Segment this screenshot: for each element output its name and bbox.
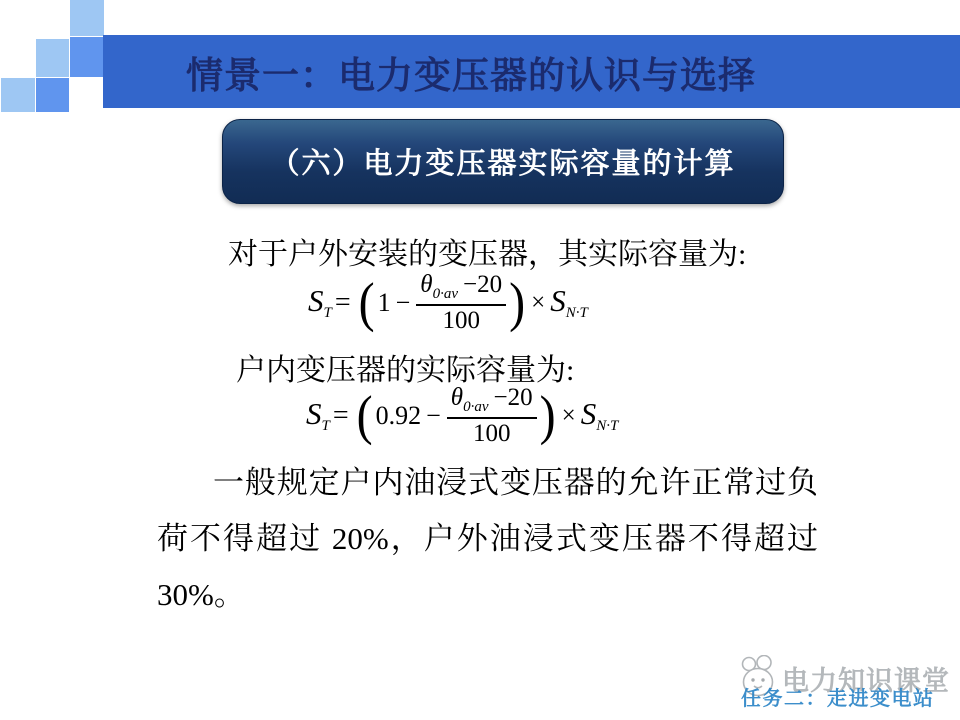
minus-sign: − bbox=[395, 288, 411, 317]
coefficient: 0.92 bbox=[375, 401, 422, 430]
fraction-numerator bbox=[416, 271, 506, 306]
symbol-S: S bbox=[308, 283, 324, 318]
equals-sign: = bbox=[334, 287, 351, 318]
close-paren: ) bbox=[539, 385, 556, 447]
fraction-denominator: 100 bbox=[472, 420, 511, 447]
symbol-theta: θ bbox=[420, 271, 433, 298]
equals-sign: = bbox=[332, 400, 349, 431]
page-title: 情景一：电力变压器的认识与选择 bbox=[186, 55, 756, 97]
subscript-NT: N∙T bbox=[596, 418, 619, 434]
formula-rhs bbox=[581, 398, 619, 434]
symbol-theta: θ bbox=[450, 384, 464, 411]
intro-outdoor-text: 对于户外安装的变压器，其实际容量为: bbox=[228, 238, 747, 271]
multiply-sign: × bbox=[531, 289, 546, 316]
section-pill-label: （六）电力变压器实际容量的计算 bbox=[270, 148, 736, 180]
section-pill bbox=[222, 119, 784, 204]
formula-lhs bbox=[308, 285, 332, 321]
decor-square-light-top bbox=[70, 0, 104, 36]
fraction bbox=[447, 384, 537, 448]
numerator-tail: −20 bbox=[463, 271, 503, 298]
open-paren: ( bbox=[356, 385, 373, 447]
intro-indoor-text: 户内变压器的实际容量为: bbox=[236, 354, 575, 387]
formula-rhs bbox=[550, 285, 588, 321]
fraction-numerator bbox=[447, 384, 537, 419]
minus-sign: − bbox=[426, 401, 441, 430]
symbol-S: S bbox=[550, 283, 566, 318]
watermark-text: 电力知识课堂 bbox=[782, 666, 950, 696]
paragraph-line: 一般规定户内油浸式变压器的允许正常过负 bbox=[213, 465, 818, 500]
formula-outdoor-capacity bbox=[308, 271, 588, 335]
symbol-S: S bbox=[580, 396, 597, 431]
subscript-0av: 0∙av bbox=[432, 286, 458, 302]
symbol-S: S bbox=[306, 396, 322, 431]
decor-square-medium-upper bbox=[70, 37, 103, 77]
close-paren: ) bbox=[509, 272, 526, 334]
subscript-T: T bbox=[321, 418, 330, 434]
coefficient: 1 bbox=[377, 288, 391, 317]
formula-lhs bbox=[306, 398, 330, 434]
fraction-denominator: 100 bbox=[442, 307, 480, 334]
subscript-0av: 0∙av bbox=[463, 399, 489, 415]
multiply-sign: × bbox=[561, 402, 576, 429]
decor-square-light-middle bbox=[36, 39, 69, 77]
numerator-tail: −20 bbox=[493, 384, 533, 411]
decor-square-medium-lower bbox=[36, 78, 69, 112]
decor-square-light-bottom bbox=[1, 78, 35, 112]
open-paren: ( bbox=[358, 272, 375, 334]
header-bar bbox=[103, 35, 960, 108]
paragraph-line: 30%。 bbox=[157, 577, 245, 612]
task-label: 任务二：走进变电站 bbox=[741, 688, 935, 710]
formula-indoor-capacity bbox=[306, 384, 618, 448]
fraction bbox=[416, 271, 506, 335]
paragraph-line: 荷不得超过 20%，户外油浸式变压器不得超过 bbox=[157, 521, 818, 556]
subscript-NT: N∙T bbox=[565, 305, 588, 321]
subscript-T: T bbox=[323, 305, 332, 321]
overload-rule-paragraph bbox=[157, 455, 818, 623]
